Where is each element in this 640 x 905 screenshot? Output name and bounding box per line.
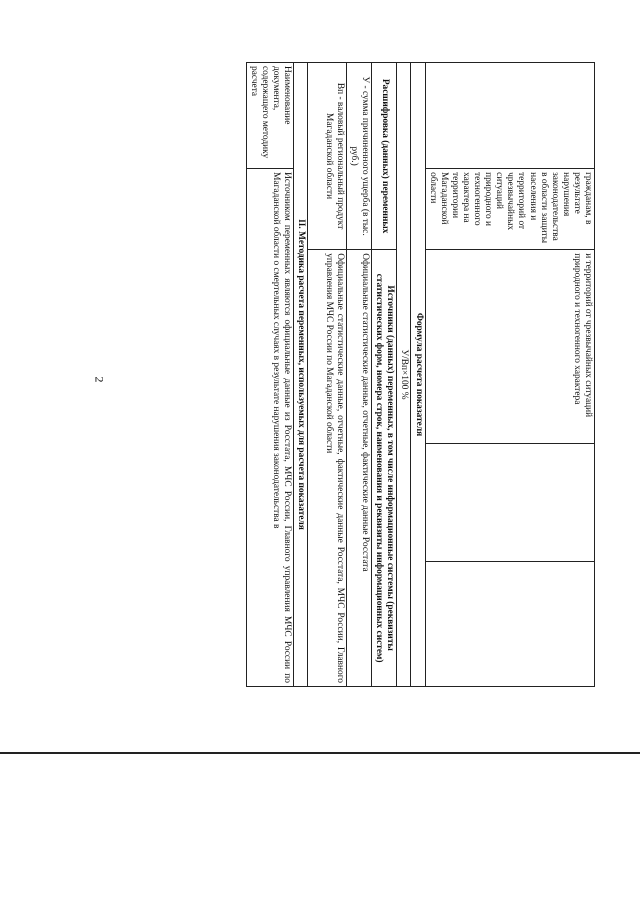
top-cell-1 <box>425 63 594 169</box>
variable-source: Официальные статистические данные, отчетные, фактические данные Росстата <box>347 250 372 687</box>
table-row-formula-header <box>411 63 425 687</box>
rotated-table <box>108 62 595 687</box>
variables-header-left: Расшифровка (данных) переменных <box>372 63 397 250</box>
page-divider <box>0 752 640 754</box>
table-row-methodology-header <box>293 63 307 687</box>
variable-source: Официальные статистические данные, отчетные, фактические данные Росстата, МЧС России, Главного управления МЧС России по Магаданской области <box>308 250 347 687</box>
top-cell-5 <box>425 562 594 687</box>
page-number: 2 <box>92 376 107 383</box>
table-row-variable-u <box>347 63 372 687</box>
table-row-methodology <box>246 63 293 687</box>
table-row-variables-header <box>372 63 397 687</box>
variables-header-right: Источники (данных) переменных, в том числе информационные системы (реквизиты статистических форм, номера строк, наименования и реквизиты информационных систем) <box>372 250 397 687</box>
indicator-table <box>246 62 595 687</box>
variable-name: Вп - валовый региональный продукт Магаданской области <box>308 63 347 250</box>
top-cell-3: и территорий от чрезвычайных ситуаций природного и техногенного характера <box>425 250 594 443</box>
table-row-top <box>425 63 594 687</box>
top-cell-4 <box>425 443 594 562</box>
methodology-text: Источником переменных являются официальные данные из Росстата, МЧС России, Главного управления МЧС России по Магаданской области о смертельных случаях в результате нарушения законодательства в <box>246 169 293 687</box>
table-row-formula <box>397 63 411 687</box>
table-row-variable-vp <box>308 63 347 687</box>
formula-header: Формула расчета показателя <box>411 63 425 687</box>
variable-name: У - сумма причиненного ущерба (в тыс. руб.) <box>347 63 372 250</box>
top-cell-2: гражданам, в результате нарушения законодательства в области защиты населения и территорий от чрезвычайных ситуаций природного и техногенного характера на территории Магаданской области <box>425 169 594 250</box>
methodology-header: II. Методика расчета переменных, используемых для расчета показателя <box>293 63 307 687</box>
formula-value: У/Вп×100 % <box>397 63 411 687</box>
methodology-doc-label: Наименование документа, содержащего методику расчета <box>246 63 293 169</box>
